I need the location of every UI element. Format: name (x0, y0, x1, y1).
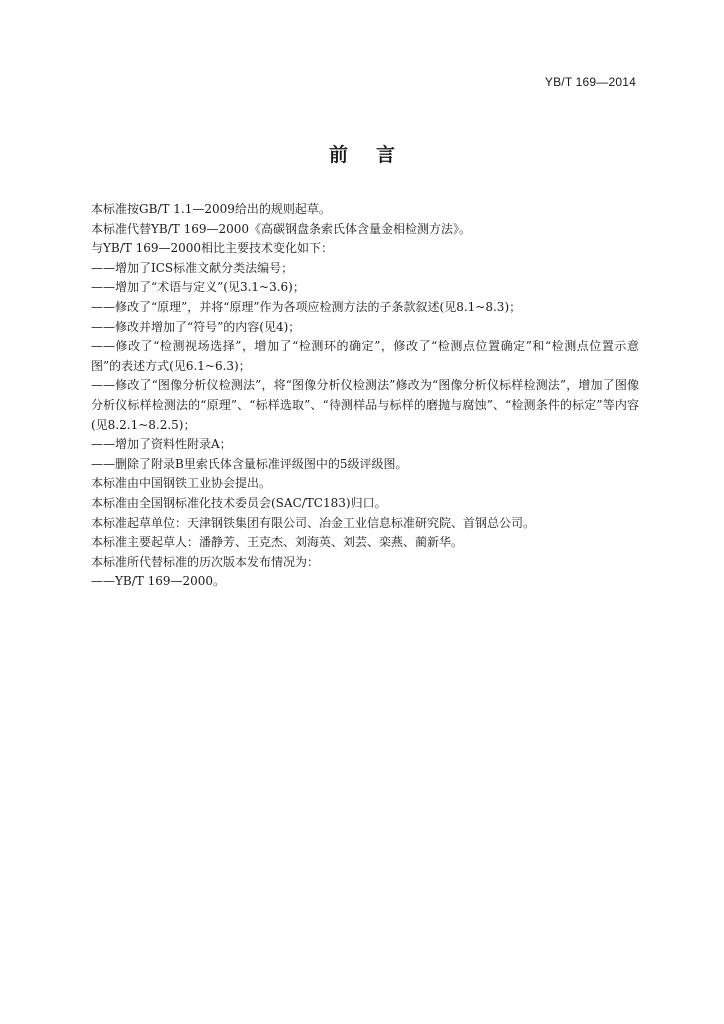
standard-code: YB/T 169—2014 (544, 75, 636, 89)
paragraph-drafting-units: 本标准起草单位：天津钢铁集团有限公司、冶金工业信息标准研究院、首钢总公司。 (91, 515, 536, 530)
paragraph-drafters: 本标准主要起草人：潘静芳、王克杰、刘海英、刘芸、栾燕、蔺新华。 (91, 535, 464, 550)
change-item: ——增加了“术语与定义”(见3.1~3.6)； (91, 280, 305, 295)
paragraph-changes-intro: 与YB/T 169—2000相比主要技术变化如下： (91, 241, 334, 256)
paragraph-replaces: 本标准代替YB/T 169—2000《高碳钢盘条索氏体含量金相检测方法》。 (91, 221, 472, 236)
change-item: ——修改并增加了“符号”的内容(见4)； (91, 319, 301, 334)
change-item: ——删除了附录B里索氏体含量标准评级图中的5级评级图。 (91, 456, 408, 471)
change-item: ——修改了“检测视场选择”，增加了“检测环的确定”，修改了“检测点位置确定”和“检测点位置示意图”的表述方式(见6.1~6.3)； (91, 339, 639, 373)
history-item: ——YB/T 169—2000。 (91, 574, 226, 589)
change-item: ——增加了ICS标准文献分类法编号； (91, 260, 294, 275)
change-item: ——修改了“图像分析仪检测法”，将“图像分析仪检测法”修改为“图像分析仪标样检测法”，增加了图像分析仪标样检测法的“原理”、“标样选取”、“待测样品与标样的磨抛与腐蚀”、“检测条件的标定”等内容(见8.2.1~8.2.5)； (91, 378, 639, 432)
paragraph-history-intro: 本标准所代替标准的历次版本发布情况为： (91, 554, 320, 569)
change-item: ——修改了“原理”，并将“原理”作为各项应检测方法的子条款叙述(见8.1~8.3)； (91, 299, 522, 314)
change-item: ——增加了资料性附录A； (91, 437, 232, 452)
paragraph-drafting-rules: 本标准按GB/T 1.1—2009给出的规则起草。 (91, 202, 331, 216)
page-title: 前言 (328, 144, 423, 166)
paragraph-centralized: 本标准由全国钢标准化技术委员会(SAC/TC183)归口。 (91, 495, 387, 510)
paragraph-proposer: 本标准由中国钢铁工业协会提出。 (91, 476, 272, 491)
foreword-body (91, 200, 639, 592)
